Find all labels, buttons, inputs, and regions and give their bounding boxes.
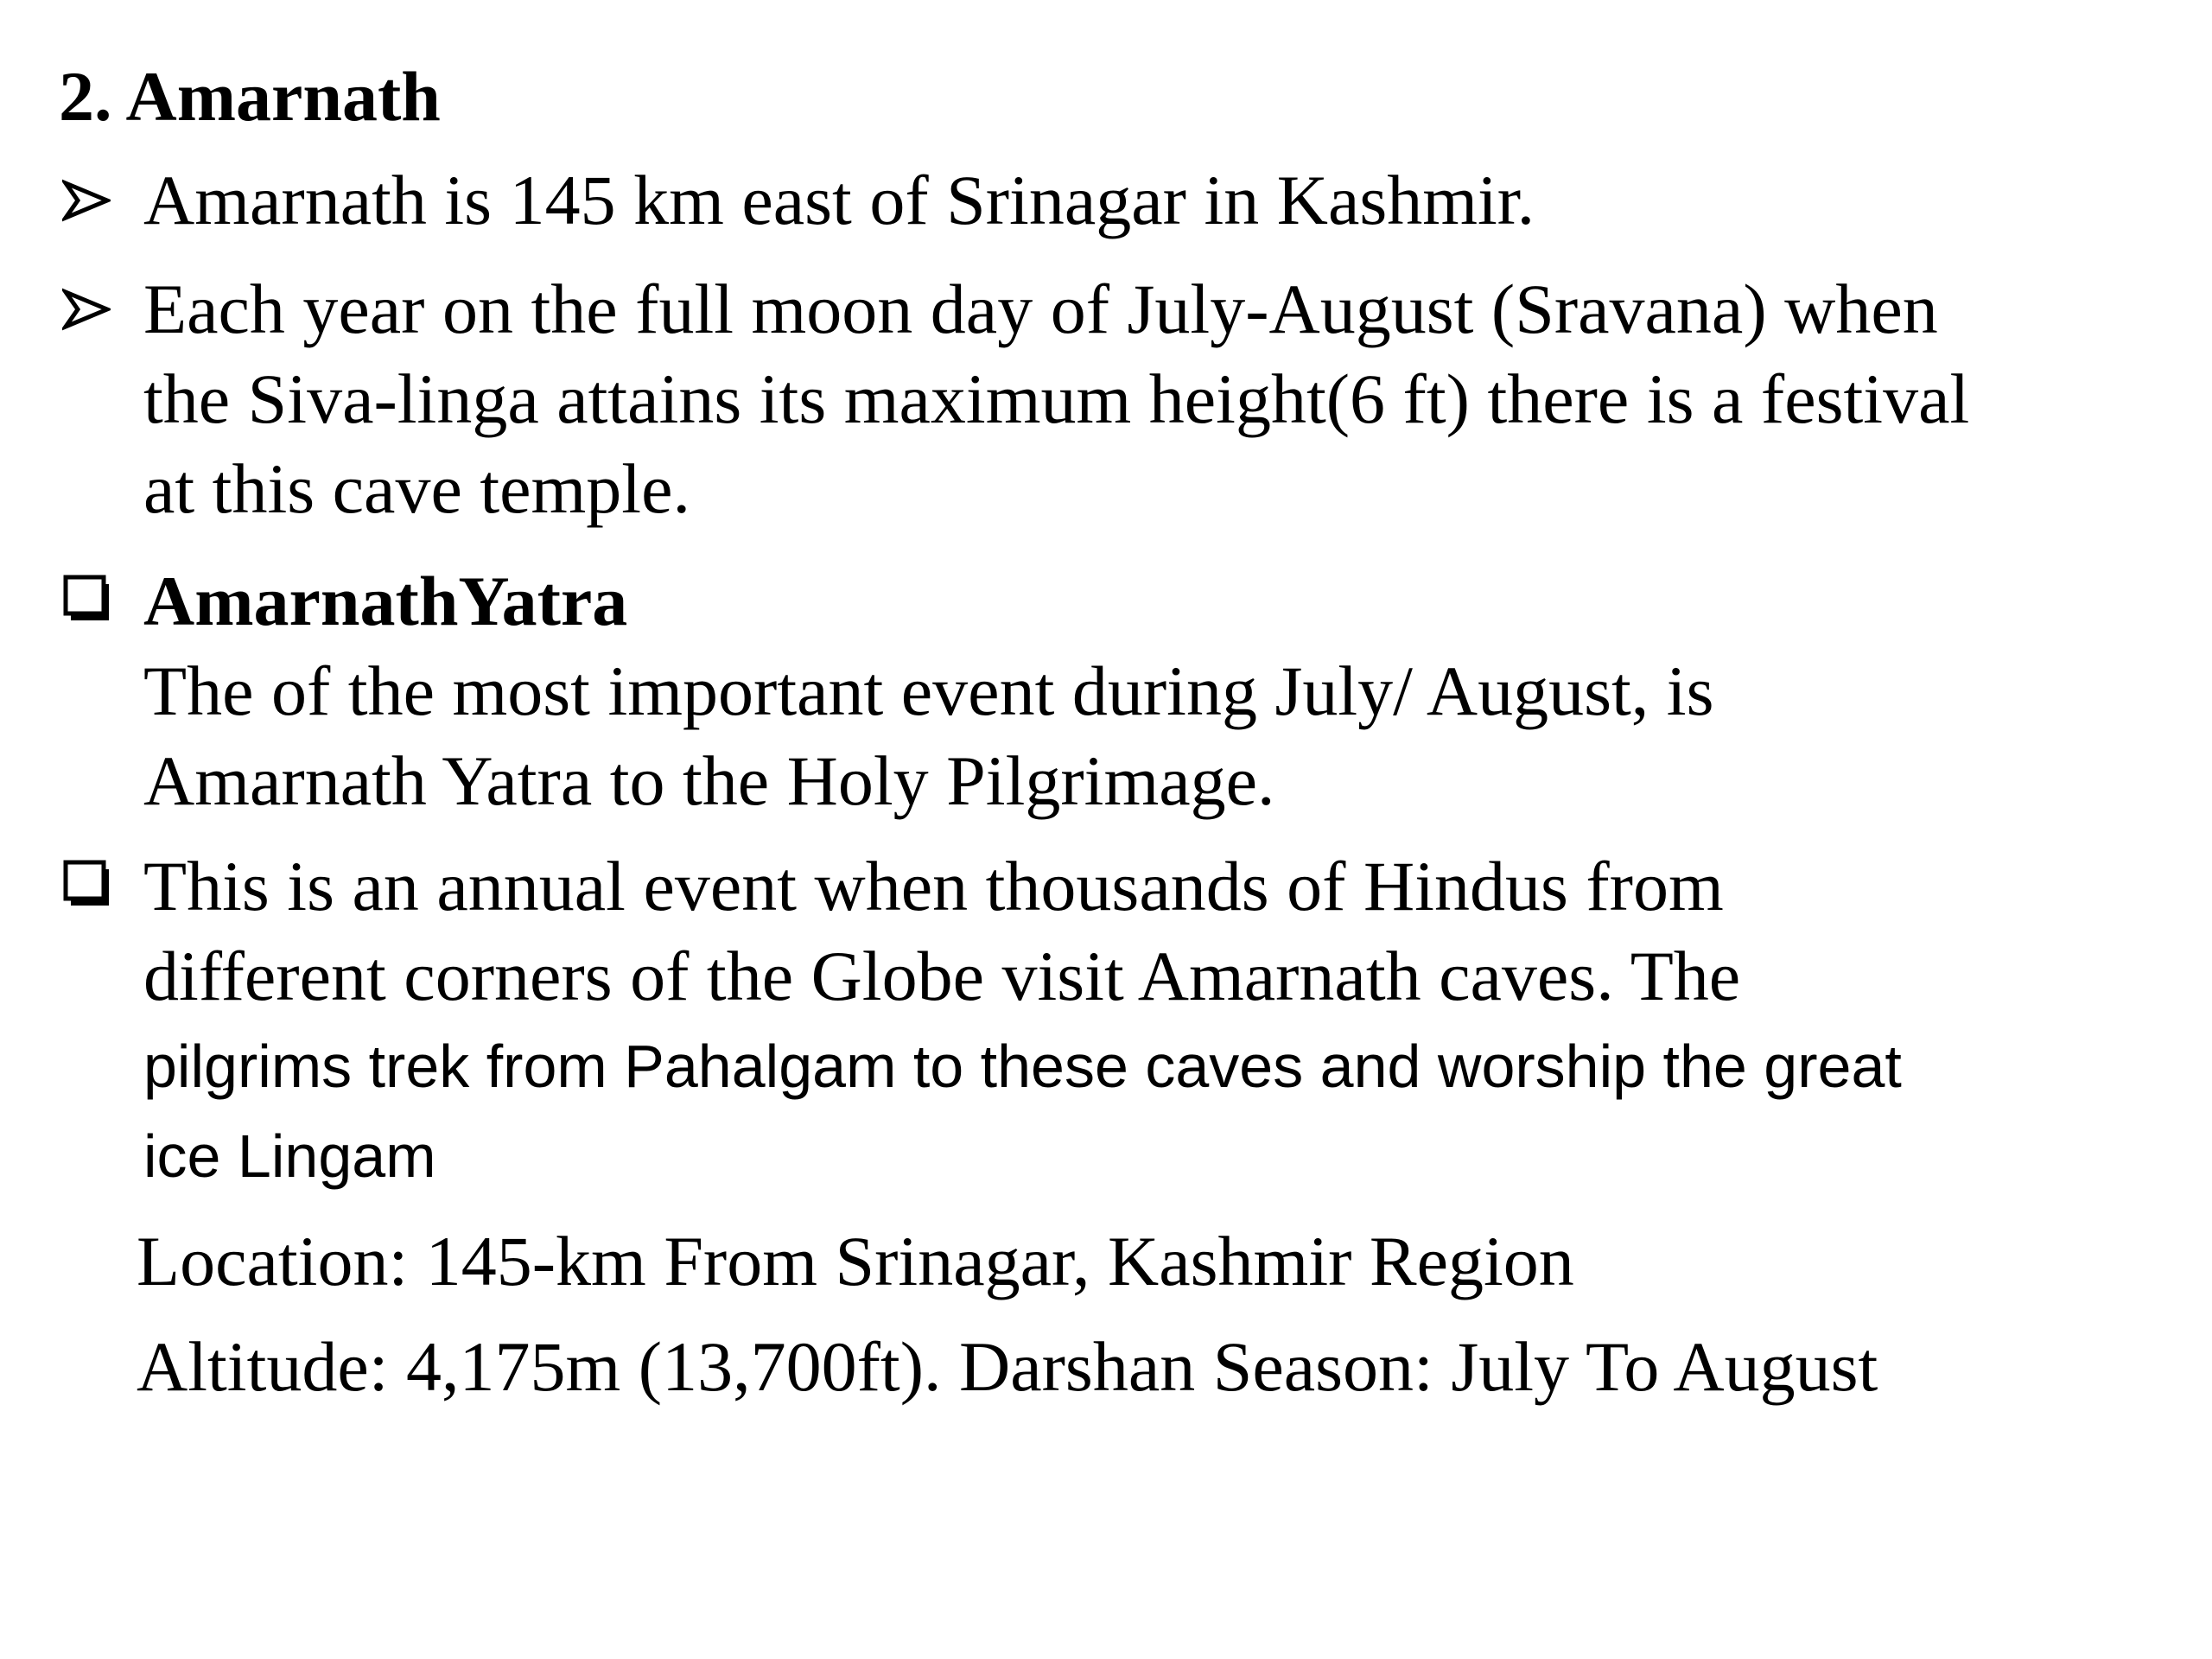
- bullet-3-line: The of the most important event during July/ August, is: [143, 652, 1714, 730]
- bullet-2: [143, 264, 1969, 534]
- bullet-4-line: pilgrims trek from Pahalgam to these caves and worship the great: [143, 1033, 1902, 1100]
- bullet-1-line: Amarnath is 145 km east of Srinagar in Kashmir.: [143, 161, 1535, 239]
- bullet-4: [143, 842, 1902, 1201]
- bullet-2-line: Each year on the full moon day of July-August (Sravana) when: [143, 270, 1938, 348]
- bullet-2-line: the Siva-linga attains its maximum height(6 ft) there is a festival: [143, 359, 1970, 438]
- bullet-4-line: ice Lingam: [143, 1122, 436, 1190]
- arrow-bullet-icon: [62, 287, 111, 332]
- bullet-2-line: at this cave temple.: [143, 449, 690, 528]
- bullet-3-line: Amarnath Yatra to the Holy Pilgrimage.: [143, 741, 1275, 820]
- checkbox-bullet-icon: [62, 859, 114, 909]
- location-text: Location: 145-km From Srinagar, Kashmir Region: [137, 1222, 1574, 1300]
- bullet-3-title: AmarnathYatra: [143, 562, 628, 640]
- checkbox-bullet-icon: [62, 574, 114, 624]
- altitude-text: Altitude: 4,175m (13,700ft). Darshan Season: July To August: [137, 1327, 1878, 1406]
- bullet-4-line: This is an annual event when thousands of Hindus from: [143, 847, 1724, 925]
- bullet-1: [143, 156, 1535, 245]
- arrow-bullet-icon: [62, 178, 111, 223]
- slide-heading: 2. Amarnath: [59, 57, 441, 136]
- bullet-4-line: different corners of the Globe visit Amarnath caves. The: [143, 937, 1741, 1015]
- bullet-3: [143, 556, 1714, 826]
